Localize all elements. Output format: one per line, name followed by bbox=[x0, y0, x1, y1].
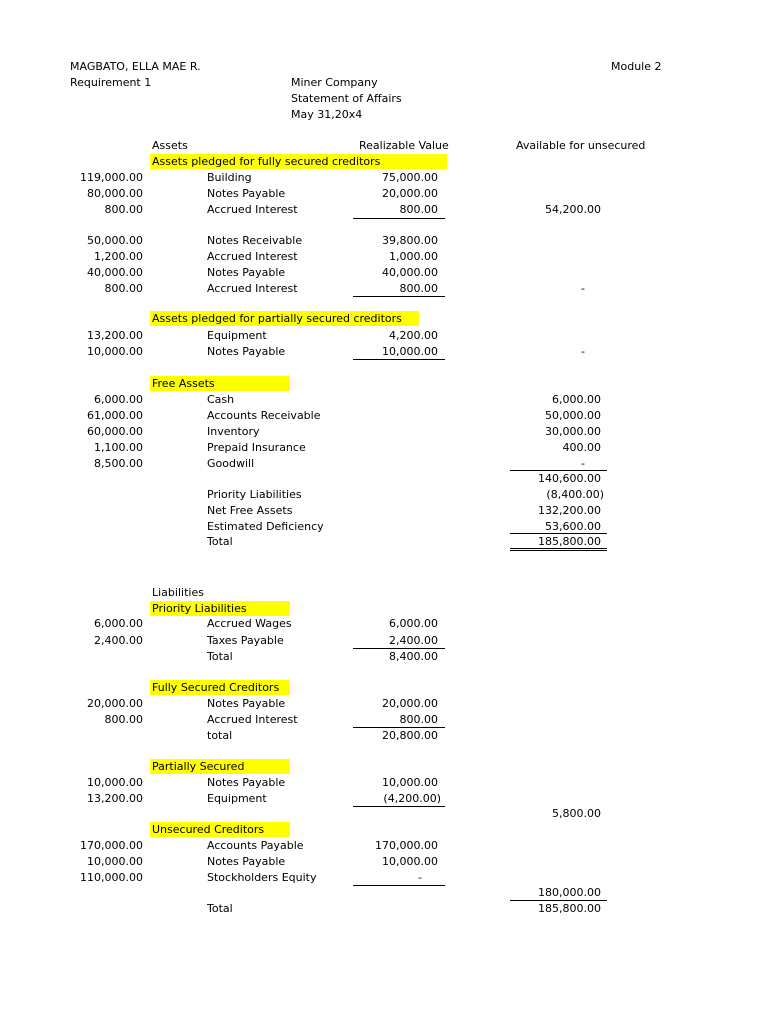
book-value: 20,000.00 bbox=[87, 697, 143, 710]
item-label: Accounts Payable bbox=[207, 839, 304, 852]
realizable-value: 800.00 bbox=[399, 282, 438, 295]
item-label: Inventory bbox=[207, 425, 260, 438]
liability-value: 6,000.00 bbox=[389, 617, 438, 630]
book-value: 10,000.00 bbox=[87, 855, 143, 868]
underline bbox=[353, 727, 445, 728]
available-value: 6,000.00 bbox=[552, 393, 601, 406]
student-name: MAGBATO, ELLA MAE R. bbox=[70, 60, 201, 73]
liability-value: 800.00 bbox=[399, 713, 438, 726]
book-value: 119,000.00 bbox=[80, 171, 143, 184]
summary-value: 185,800.00 bbox=[538, 535, 601, 548]
double-underline bbox=[510, 548, 607, 551]
liability-value: 170,000.00 bbox=[375, 839, 438, 852]
requirement-label: Requirement 1 bbox=[70, 76, 152, 89]
book-value: 170,000.00 bbox=[80, 839, 143, 852]
item-label: Stockholders Equity bbox=[207, 871, 317, 884]
book-value: 80,000.00 bbox=[87, 187, 143, 200]
total-label: Total bbox=[207, 902, 233, 915]
book-value: 800.00 bbox=[104, 282, 143, 295]
book-value: 50,000.00 bbox=[87, 234, 143, 247]
book-value: 6,000.00 bbox=[94, 393, 143, 406]
book-value: 61,000.00 bbox=[87, 409, 143, 422]
realizable-value-header: Realizable Value bbox=[359, 139, 449, 152]
available-value: 30,000.00 bbox=[545, 425, 601, 438]
assets-column-header: Assets bbox=[152, 139, 188, 152]
underline bbox=[353, 806, 445, 807]
section-heading: Assets pledged for fully secured creditors bbox=[152, 155, 381, 168]
total-label: Total bbox=[207, 650, 233, 663]
summary-label: Net Free Assets bbox=[207, 504, 293, 517]
item-label: Accrued Interest bbox=[207, 250, 298, 263]
liabilities-title: Liabilities bbox=[152, 586, 204, 599]
liability-value: 10,000.00 bbox=[382, 855, 438, 868]
item-label: Notes Payable bbox=[207, 697, 286, 710]
item-label: Building bbox=[207, 171, 252, 184]
unsecured-subtotal: 180,000.00 bbox=[538, 886, 601, 899]
item-label: Accrued Interest bbox=[207, 713, 298, 726]
item-label: Notes Payable bbox=[207, 266, 286, 279]
underline bbox=[353, 648, 445, 649]
available-value: - bbox=[581, 282, 585, 295]
liability-value: (4,200.00) bbox=[383, 792, 441, 805]
item-label: Equipment bbox=[207, 329, 267, 342]
grand-total-value: 185,800.00 bbox=[538, 902, 601, 915]
realizable-value: 4,200.00 bbox=[389, 329, 438, 342]
item-label: Goodwill bbox=[207, 457, 255, 470]
book-value: 13,200.00 bbox=[87, 792, 143, 805]
liability-value: - bbox=[418, 871, 422, 884]
book-value: 1,200.00 bbox=[94, 250, 143, 263]
item-label: Accounts Receivable bbox=[207, 409, 321, 422]
section-heading: Partially Secured bbox=[152, 760, 245, 773]
item-label: Accrued Wages bbox=[207, 617, 292, 630]
item-label: Notes Receivable bbox=[207, 234, 303, 247]
item-label: Cash bbox=[207, 393, 235, 406]
item-label: Accrued Interest bbox=[207, 203, 298, 216]
book-value: 2,400.00 bbox=[94, 634, 143, 647]
available-value: - bbox=[581, 457, 585, 470]
underline bbox=[353, 296, 445, 297]
statement-date: May 31,20x4 bbox=[291, 108, 363, 121]
free-assets-subtotal: 140,600.00 bbox=[538, 472, 601, 485]
underline bbox=[510, 900, 607, 901]
item-label: Prepaid Insurance bbox=[207, 441, 306, 454]
section-heading: Fully Secured Creditors bbox=[152, 681, 280, 694]
underline bbox=[510, 470, 607, 471]
available-value: 400.00 bbox=[562, 441, 601, 454]
item-label: Equipment bbox=[207, 792, 267, 805]
company-name: Miner Company bbox=[291, 76, 378, 89]
book-value: 800.00 bbox=[104, 203, 143, 216]
book-value: 110,000.00 bbox=[80, 871, 143, 884]
book-value: 60,000.00 bbox=[87, 425, 143, 438]
summary-label: Priority Liabilities bbox=[207, 488, 302, 501]
book-value: 8,500.00 bbox=[94, 457, 143, 470]
book-value: 13,200.00 bbox=[87, 329, 143, 342]
underline bbox=[353, 359, 445, 360]
item-label: Taxes Payable bbox=[207, 634, 284, 647]
summary-value: 53,600.00 bbox=[545, 520, 601, 533]
section-heading: Free Assets bbox=[152, 377, 215, 390]
book-value: 40,000.00 bbox=[87, 266, 143, 279]
section-heading: Priority Liabilities bbox=[152, 602, 247, 615]
item-label: Accrued Interest bbox=[207, 282, 298, 295]
book-value: 800.00 bbox=[104, 713, 143, 726]
item-label: Notes Payable bbox=[207, 187, 286, 200]
book-value: 10,000.00 bbox=[87, 345, 143, 358]
item-label: Notes Payable bbox=[207, 776, 286, 789]
book-value: 1,100.00 bbox=[94, 441, 143, 454]
available-unsecured-header: Available for unsecured bbox=[516, 139, 646, 152]
total-value: 8,400.00 bbox=[389, 650, 438, 663]
available-value: - bbox=[581, 345, 585, 358]
underline bbox=[353, 885, 445, 886]
realizable-value: 1,000.00 bbox=[389, 250, 438, 263]
summary-label: Estimated Deficiency bbox=[207, 520, 324, 533]
realizable-value: 39,800.00 bbox=[382, 234, 438, 247]
statement-title: Statement of Affairs bbox=[291, 92, 402, 105]
module-label: Module 2 bbox=[611, 60, 662, 73]
liability-value: 10,000.00 bbox=[382, 776, 438, 789]
summary-value: 132,200.00 bbox=[538, 504, 601, 517]
underline bbox=[510, 533, 607, 534]
total-label: total bbox=[207, 729, 233, 742]
summary-value: (8,400.00) bbox=[546, 488, 604, 501]
available-value: 5,800.00 bbox=[552, 807, 601, 820]
realizable-value: 10,000.00 bbox=[382, 345, 438, 358]
realizable-value: 20,000.00 bbox=[382, 187, 438, 200]
book-value: 10,000.00 bbox=[87, 776, 143, 789]
liability-value: 2,400.00 bbox=[389, 634, 438, 647]
available-value: 50,000.00 bbox=[545, 409, 601, 422]
section-heading: Assets pledged for partially secured creditors bbox=[152, 312, 402, 325]
realizable-value: 800.00 bbox=[399, 203, 438, 216]
underline bbox=[353, 218, 445, 219]
available-value: 54,200.00 bbox=[545, 203, 601, 216]
realizable-value: 75,000.00 bbox=[382, 171, 438, 184]
item-label: Notes Payable bbox=[207, 345, 286, 358]
liability-value: 20,000.00 bbox=[382, 697, 438, 710]
section-heading: Unsecured Creditors bbox=[152, 823, 265, 836]
item-label: Notes Payable bbox=[207, 855, 286, 868]
realizable-value: 40,000.00 bbox=[382, 266, 438, 279]
total-value: 20,800.00 bbox=[382, 729, 438, 742]
summary-label: Total bbox=[207, 535, 233, 548]
book-value: 6,000.00 bbox=[94, 617, 143, 630]
